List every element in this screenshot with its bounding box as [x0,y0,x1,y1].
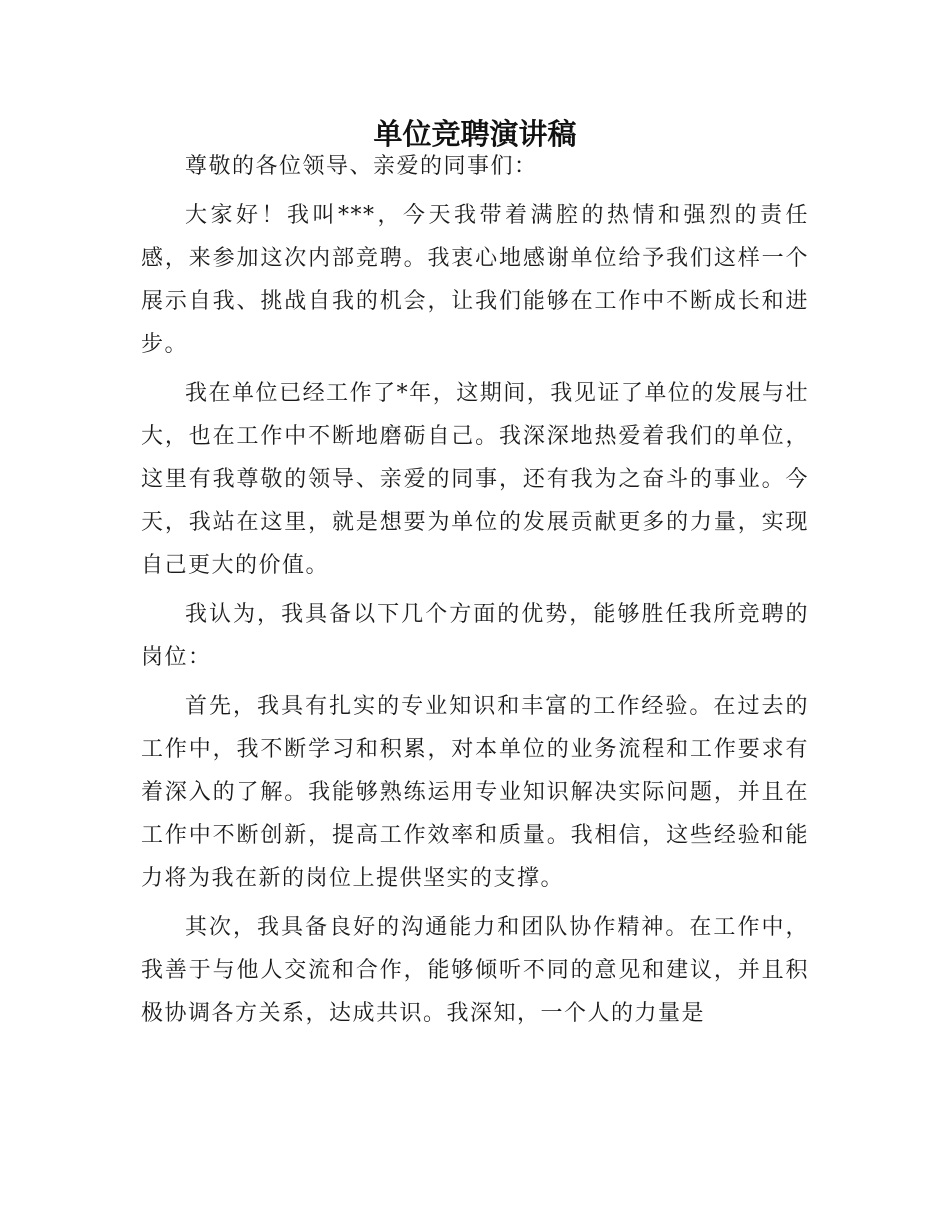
paragraph-advantages-intro: 我认为，我具备以下几个方面的优势，能够胜任我所竞聘的岗位： [141,602,809,670]
paragraph-introduction: 大家好！我叫***，今天我带着满腔的热情和强烈的责任感，来参加这次内部竞聘。我衷心地感谢单位给予我们这样一个展示自我、挑战自我的机会，让我们能够在工作中不断成长和进步。 [141,203,809,357]
document-body [141,145,809,1041]
document-title: 单位竞聘演讲稿 [373,117,577,151]
paragraph-second-advantage: 其次，我具备良好的沟通能力和团队协作精神。在工作中，我善于与他人交流和合作，能够倾听不同的意见和建议，并且积极协调各方关系，达成共识。我深知，一个人的力量是 [141,915,809,1026]
paragraph-greeting: 尊敬的各位领导、亲爱的同事们： [185,154,538,179]
paragraph-work-history: 我在单位已经工作了*年，这期间，我见证了单位的发展与壮大，也在工作中不断地磨砺自己。我深深地热爱着我们的单位，这里有我尊敬的领导、亲爱的同事，还有我为之奋斗的事业。今天，我站在这里，就是想要为单位的发展贡献更多的力量，实现自己更大的价值。 [141,381,809,578]
paragraph-first-advantage: 首先，我具有扎实的专业知识和丰富的工作经验。在过去的工作中，我不断学习和积累，对本单位的业务流程和工作要求有着深入的了解。我能够熟练运用专业知识解决实际问题，并且在工作中不断创新，提高工作效率和质量。我相信，这些经验和能力将为我在新的岗位上提供坚实的支撑。 [141,694,809,891]
